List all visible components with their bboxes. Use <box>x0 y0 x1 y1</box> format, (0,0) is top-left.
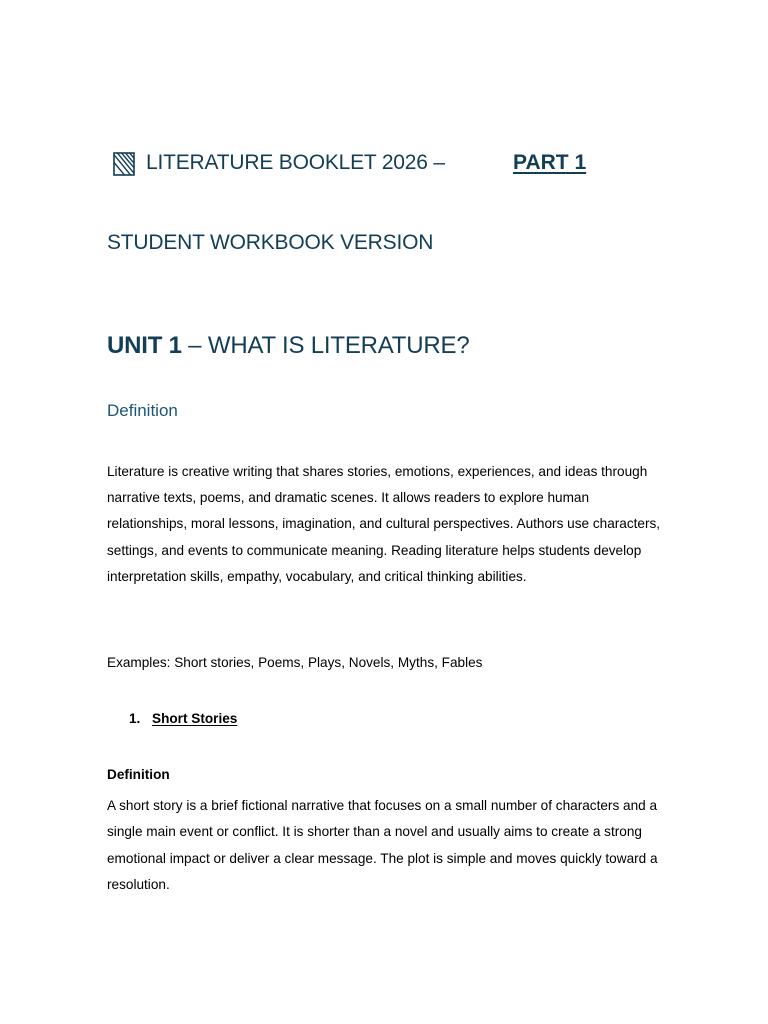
list-item-label: Short Stories <box>152 711 238 726</box>
list-item <box>129 711 237 726</box>
list-item-number: 1. <box>129 711 141 726</box>
unit-title: – WHAT IS LITERATURE? <box>181 332 470 359</box>
section-heading-definition: Definition <box>107 401 178 420</box>
intro-paragraph: Literature is creative writing that shares stories, emotions, experiences, and ideas through narrative texts, poems, and dramatic scenes. It allows readers to explore human relationships, moral lessons, imagination, and cultural perspectives. Authors use characters, settings, and events to communicate meaning. Reading literature helps students develop interpretation skills, empathy, vocabulary, and critical thinking abilities. <box>107 464 661 584</box>
document-subtitle: STUDENT WORKBOOK VERSION <box>107 231 434 254</box>
examples-line: Examples: Short stories, Poems, Plays, Novels, Myths, Fables <box>107 655 483 670</box>
unit-number: UNIT 1 <box>107 332 182 359</box>
definition-paragraph: A short story is a brief fictional narrative that focuses on a small number of characters and a single main event or conflict. It is shorter than a novel and usually aims to create a strong emotional impact or deliver a clear message. The plot is simple and moves quickly toward a resolution. <box>107 798 658 893</box>
title-part-label: PART 1 <box>513 151 587 174</box>
title-text: LITERATURE BOOKLET 2026 – <box>146 151 445 174</box>
definition-label: Definition <box>107 767 170 782</box>
unit-heading <box>107 332 469 360</box>
booklet-stripes-icon <box>113 152 135 176</box>
document-title <box>113 150 673 182</box>
